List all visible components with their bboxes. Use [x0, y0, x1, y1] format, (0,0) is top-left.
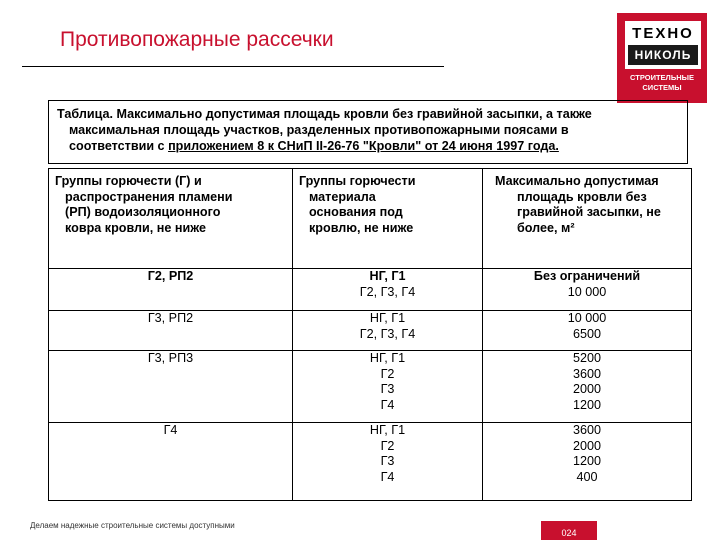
table-row	[49, 269, 692, 311]
logo-subtitle	[621, 73, 703, 93]
base-cell	[293, 311, 483, 351]
header-text: гравийной засыпки, не	[517, 205, 661, 219]
area-cell	[483, 423, 692, 501]
header-text: ковра кровли, не ниже	[65, 220, 206, 235]
logo-subtitle-line1: СТРОИТЕЛЬНЫЕ	[630, 73, 694, 82]
header-text: Максимально допустимая	[495, 174, 659, 188]
logo-brand-bottom: НИКОЛЬ	[628, 45, 698, 65]
table-row	[49, 311, 692, 351]
base-value: НГ, Г1	[369, 269, 406, 283]
header-text: площадь кровли без	[517, 189, 647, 204]
header-text: Группы горючести (Г) и	[55, 174, 202, 188]
area-value: 6500	[572, 326, 602, 341]
base-value: Г2, Г3, Г4	[359, 326, 416, 341]
area-cell	[483, 351, 692, 423]
company-logo	[617, 13, 707, 103]
table-row	[49, 351, 692, 423]
area-value: 2000	[572, 382, 602, 396]
base-value: НГ, Г1	[369, 423, 406, 437]
title-underline	[22, 66, 444, 67]
page-number: 024	[541, 521, 597, 540]
base-value: Г3	[380, 382, 395, 396]
header-text: материала	[309, 189, 376, 204]
header-cell-flammability-group	[49, 169, 293, 269]
caption-line-3-prefix: соответствии с	[69, 139, 169, 153]
base-cell	[293, 423, 483, 501]
base-value: НГ, Г1	[369, 351, 406, 365]
caption-line-3	[57, 138, 679, 154]
header-text: более, м²	[517, 220, 575, 235]
area-value: 400	[576, 469, 598, 484]
header-text: Группы горючести	[299, 174, 416, 188]
group-cell: Г3, РП2	[49, 311, 293, 351]
base-value: Г3	[380, 454, 395, 468]
fire-break-table	[48, 168, 692, 501]
logo-box	[625, 21, 701, 69]
area-value: 2000	[572, 438, 602, 453]
header-text: кровлю, не ниже	[309, 220, 414, 235]
area-value: 3600	[572, 423, 602, 437]
header-text: (РП) водоизоляционного	[65, 205, 221, 219]
base-value: Г2	[380, 366, 395, 381]
header-text: распространения пламени	[65, 189, 233, 204]
header-cell-max-area	[483, 169, 692, 269]
table-row	[49, 423, 692, 501]
area-cell	[483, 269, 692, 311]
footer-slogan: Делаем надежные строительные системы доступными	[30, 521, 235, 530]
area-value: 3600	[572, 366, 602, 381]
snip-reference-link[interactable]: приложением 8 к СНиП II-26-76 "Кровли" от 24 июня 1997 года.	[168, 139, 559, 153]
base-value: Г4	[380, 397, 395, 412]
group-cell: Г4	[49, 423, 293, 501]
base-value: Г2	[380, 438, 395, 453]
logo-subtitle-line2: СИСТЕМЫ	[642, 83, 682, 92]
table-header-row	[49, 169, 692, 269]
area-value: 1200	[572, 397, 602, 412]
base-value: Г4	[380, 469, 395, 484]
table-caption	[48, 100, 688, 164]
area-value: Без ограничений	[533, 269, 641, 283]
group-cell: Г2, РП2	[49, 269, 293, 311]
group-cell: Г3, РП3	[49, 351, 293, 423]
area-value: 1200	[572, 454, 602, 468]
base-cell	[293, 351, 483, 423]
caption-line-2: максимальная площадь участков, разделенных противопожарными поясами в	[69, 123, 569, 137]
page-title: Противопожарные рассечки	[60, 28, 334, 51]
logo-brand-top: ТЕХНО	[628, 24, 698, 43]
caption-line-1: Таблица. Максимально допустимая площадь кровли без гравийной засыпки, а также	[57, 107, 592, 121]
header-cell-base-material	[293, 169, 483, 269]
header-text: основания под	[309, 205, 403, 219]
base-value: НГ, Г1	[369, 311, 406, 325]
area-value: 10 000	[567, 311, 607, 325]
area-value: 10 000	[567, 284, 607, 299]
base-value: Г2, Г3, Г4	[359, 284, 416, 299]
area-cell	[483, 311, 692, 351]
area-value: 5200	[572, 351, 602, 365]
base-cell	[293, 269, 483, 311]
